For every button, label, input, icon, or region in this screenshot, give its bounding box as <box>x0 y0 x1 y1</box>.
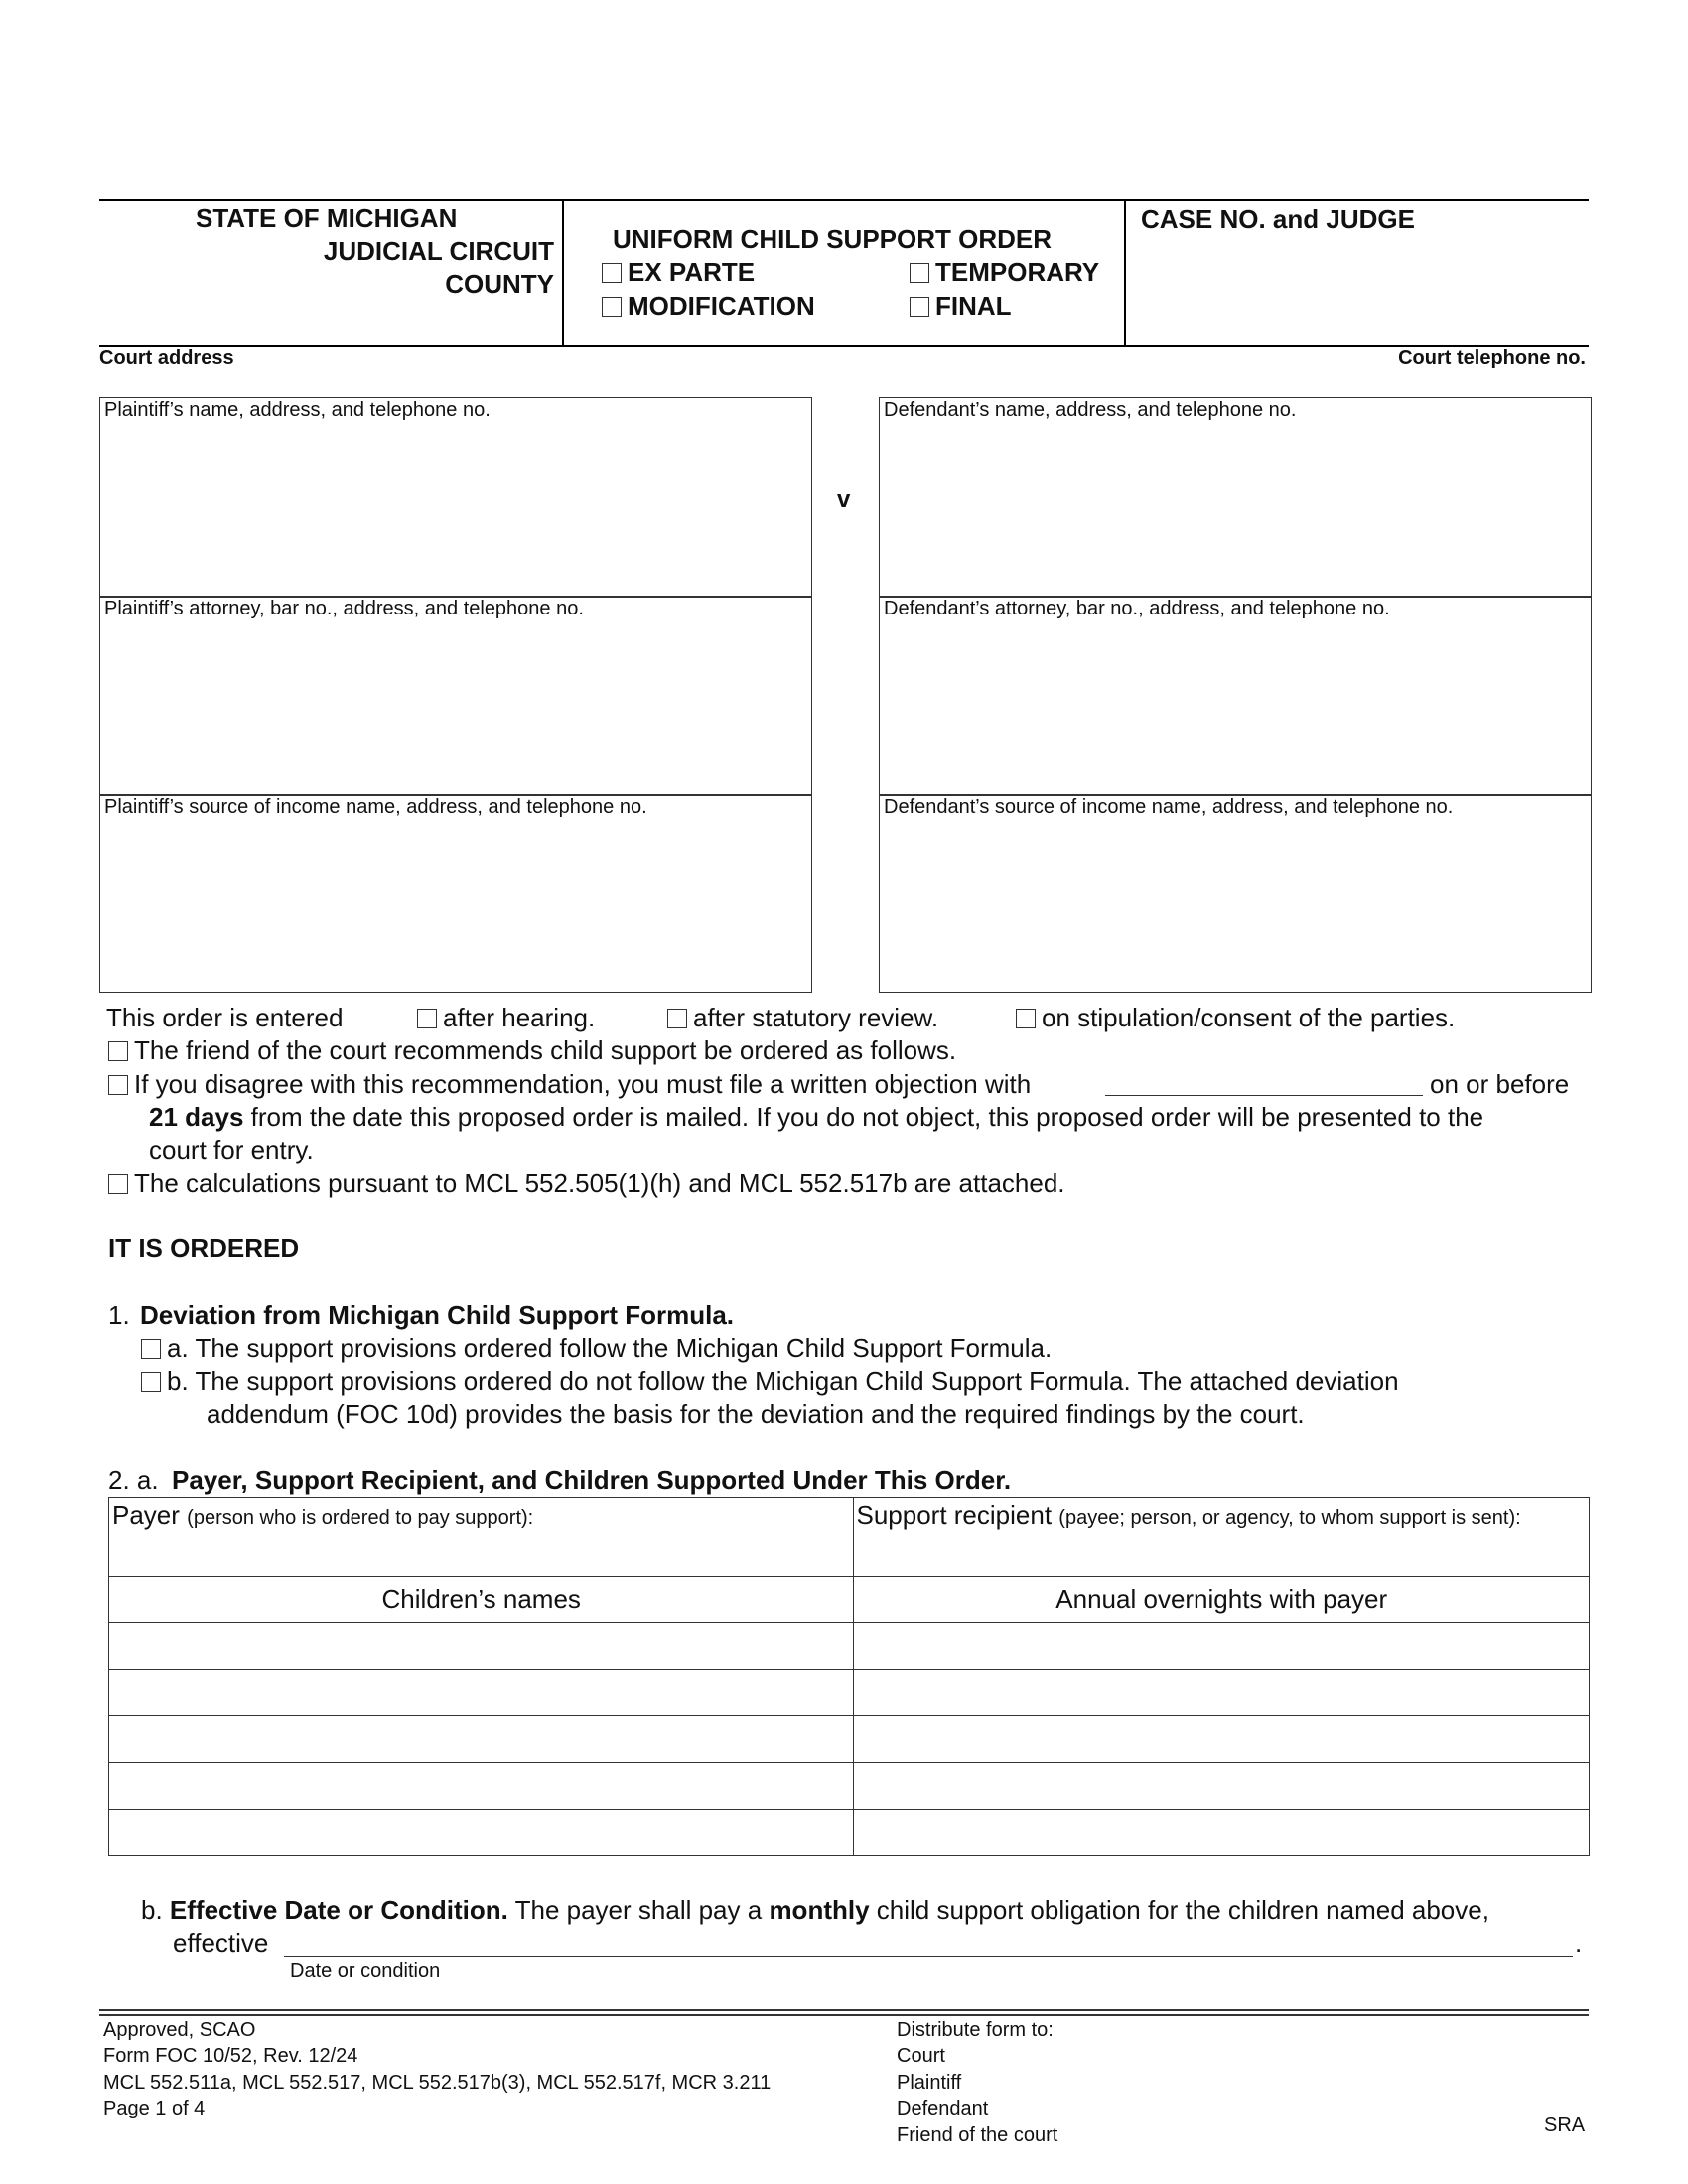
section-1-title: Deviation from Michigan Child Support Formula. <box>140 1300 735 1330</box>
order-entered-intro: This order is entered <box>106 1003 344 1032</box>
footer-rule-2 <box>99 2014 1589 2016</box>
section-2b-line: b. Effective Date or Condition. The payer shall pay a monthly child support obligation for the children named above, <box>141 1895 1489 1925</box>
section-2a-title: Payer, Support Recipient, and Children Supported Under This Order. <box>172 1465 1012 1495</box>
plaintiff-name-field[interactable]: Plaintiff’s name, address, and telephone no. <box>104 399 491 421</box>
stipulation-option[interactable]: on stipulation/consent of the parties. <box>1016 1003 1455 1033</box>
temporary-checkbox[interactable] <box>910 263 929 283</box>
table-row <box>109 1623 1590 1670</box>
footer-distribute-label: Distribute form to: <box>897 2019 1054 2041</box>
child-name-cell[interactable] <box>109 1810 854 1856</box>
disagree-checkbox[interactable] <box>108 1075 128 1095</box>
footer-distribute-defendant: Defendant <box>897 2098 989 2119</box>
footer-distribute-plaintiff: Plaintiff <box>897 2072 962 2094</box>
date-condition-caption: Date or condition <box>290 1960 441 1981</box>
child-name-cell[interactable] <box>109 1763 854 1810</box>
effective-period: . <box>1575 1928 1583 1958</box>
table-row <box>109 1763 1590 1810</box>
table-row <box>109 1810 1590 1856</box>
after-review-checkbox[interactable] <box>667 1009 687 1028</box>
it-is-ordered-heading: IT IS ORDERED <box>108 1233 300 1263</box>
header-divider-left <box>562 199 564 347</box>
table-row <box>109 1716 1590 1763</box>
overnights-cell[interactable] <box>854 1716 1590 1763</box>
plaintiff-income-field[interactable]: Plaintiff’s source of income name, address, and telephone no. <box>104 796 647 818</box>
section-1-number: 1. <box>108 1300 130 1330</box>
section-1b-option[interactable]: b. The support provisions ordered do not follow the Michigan Child Support Formula. The attached deviation <box>141 1366 1399 1397</box>
children-names-header: Children’s names <box>109 1577 854 1623</box>
table-row <box>109 1670 1590 1716</box>
footer-statutes: MCL 552.511a, MCL 552.517, MCL 552.517b(3), MCL 552.517f, MCR 3.211 <box>103 2072 772 2094</box>
header-top-rule <box>99 199 1589 201</box>
final-checkbox[interactable] <box>910 297 929 317</box>
overnights-header: Annual overnights with payer <box>854 1577 1590 1623</box>
stipulation-checkbox[interactable] <box>1016 1009 1036 1028</box>
defendant-name-field[interactable]: Defendant’s name, address, and telephone no. <box>884 399 1297 421</box>
court-address-label: Court address <box>99 347 234 369</box>
modification-checkbox[interactable] <box>602 297 622 317</box>
plaintiff-attorney-field[interactable]: Plaintiff’s attorney, bar no., address, and telephone no. <box>104 598 584 619</box>
header-bottom-rule <box>99 345 1589 347</box>
objection-deadline-line: 21 days from the date this proposed order is mailed. If you do not object, this proposed order will be presented to the <box>149 1102 1484 1132</box>
recipient-field[interactable]: Support recipient (payee; person, or agency, to whom support is sent): <box>854 1498 1590 1577</box>
overnights-cell[interactable] <box>854 1763 1590 1810</box>
footer-form-code: SRA <box>1544 2115 1586 2136</box>
footer-form-number: Form FOC 10/52, Rev. 12/24 <box>103 2045 358 2067</box>
defendant-box <box>879 397 1592 993</box>
case-number-label: CASE NO. and JUDGE <box>1141 205 1415 234</box>
overnights-cell[interactable] <box>854 1810 1590 1856</box>
final-option[interactable]: FINAL <box>910 291 1012 322</box>
footer-distribute-foc: Friend of the court <box>897 2124 1058 2146</box>
footer-rule-1 <box>99 2009 1589 2011</box>
foc-recommends-option[interactable]: The friend of the court recommends child support be ordered as follows. <box>108 1035 956 1066</box>
ex-parte-option[interactable]: EX PARTE <box>602 257 755 288</box>
child-name-cell[interactable] <box>109 1716 854 1763</box>
child-name-cell[interactable] <box>109 1670 854 1716</box>
temporary-option[interactable]: TEMPORARY <box>910 257 1099 288</box>
court-telephone-label: Court telephone no. <box>1398 347 1586 369</box>
effective-label: effective <box>173 1928 269 1958</box>
after-hearing-checkbox[interactable] <box>417 1009 437 1028</box>
footer-distribute-court: Court <box>897 2045 945 2067</box>
payer-field[interactable]: Payer (person who is ordered to pay support): <box>109 1498 854 1577</box>
defendant-attorney-field[interactable]: Defendant’s attorney, bar no., address, and telephone no. <box>884 598 1390 619</box>
after-hearing-option[interactable]: after hearing. <box>417 1003 595 1033</box>
overnights-cell[interactable] <box>854 1623 1590 1670</box>
county-label: COUNTY <box>445 269 554 299</box>
ex-parte-checkbox[interactable] <box>602 263 622 283</box>
circuit-label: JUDICIAL CIRCUIT <box>323 236 554 266</box>
defendant-income-field[interactable]: Defendant’s source of income name, address, and telephone no. <box>884 796 1454 818</box>
after-review-option[interactable]: after statutory review. <box>667 1003 938 1033</box>
calculations-checkbox[interactable] <box>108 1174 128 1194</box>
plaintiff-box <box>99 397 812 993</box>
modification-option[interactable]: MODIFICATION <box>602 291 815 322</box>
form-title: UNIFORM CHILD SUPPORT ORDER <box>613 224 1052 254</box>
section-1b-continuation: addendum (FOC 10d) provides the basis for the deviation and the required findings by the court. <box>207 1399 1305 1429</box>
overnights-cell[interactable] <box>854 1670 1590 1716</box>
section-1a-option[interactable]: a. The support provisions ordered follow the Michigan Child Support Formula. <box>141 1333 1052 1364</box>
on-or-before-label: on or before <box>1430 1069 1570 1099</box>
calculations-option[interactable]: The calculations pursuant to MCL 552.505(1)(h) and MCL 552.517b are attached. <box>108 1168 1065 1199</box>
section-1b-checkbox[interactable] <box>141 1372 161 1392</box>
state-label: STATE OF MICHIGAN <box>196 204 458 233</box>
foc-recommends-checkbox[interactable] <box>108 1041 128 1061</box>
versus-label: v <box>837 486 851 513</box>
footer-approved: Approved, SCAO <box>103 2019 256 2041</box>
effective-date-field[interactable] <box>284 1930 1573 1957</box>
disagree-option[interactable]: If you disagree with this recommendation, you must file a written objection with <box>108 1069 1031 1100</box>
section-1a-checkbox[interactable] <box>141 1339 161 1359</box>
section-2a-number: 2. a. <box>108 1465 159 1495</box>
children-table <box>108 1497 1590 1856</box>
objection-office-field[interactable] <box>1105 1069 1423 1096</box>
header-divider-right <box>1124 199 1126 347</box>
child-name-cell[interactable] <box>109 1623 854 1670</box>
footer-page-number: Page 1 of 4 <box>103 2098 206 2119</box>
court-entry-line: court for entry. <box>149 1135 314 1164</box>
